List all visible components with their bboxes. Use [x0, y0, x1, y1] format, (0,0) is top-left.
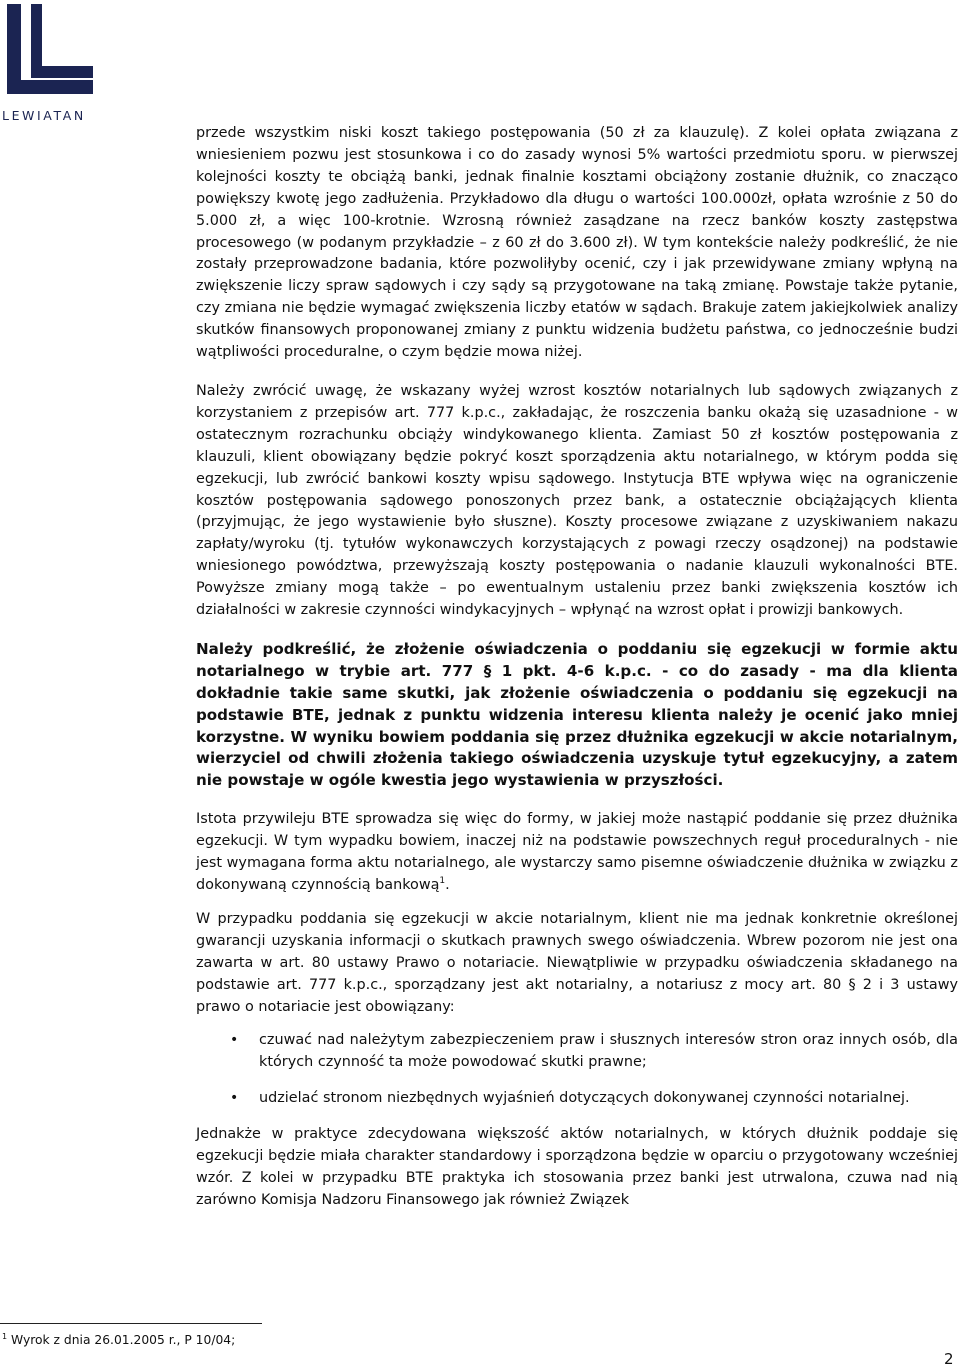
paragraph-bte-end: . [445, 877, 450, 893]
paragraph-costs: przede wszystkim niski koszt takiego postępowania (50 zł za klauzulę). Z kolei opłata związana z wniesieniem pozwu jest stosunkowa i co do zasady wynosi 5% wartości przedmiotu sporu. w pierwszej kolejności koszty te obciążą banki, jednak finalnie kosztami obciążony zostanie dłużnik, co znacząco powiększy kwotę jego zadłużenia. Przykładowo dla długu o wartości 100.000zł, opłata wzrośnie z 50 do 5.000 zł, a więc 100-krotnie. Wzrosną również zasądzane na rzecz banków koszty zastępstwa procesowego (w podanym przykładzie – z 60 zł do 3.600 zł). W tym kontekście należy podkreślić, że nie zostały przeprowadzone badania, które pozwoliłyby ocenić, czy i jak przewidywane zmiany wpłyną na zwiększenie liczy spraw sądowych i czy sądy są przygotowane na taką zmianę. Powstaje także pytanie, czy zmiana nie będzie wymagać zwiększenia liczby etatów w sądach. Brakuje zatem jakiejkolwiek analizy skutków finansowych proponowanej zmiany z punktu widzenia budżetu państwa, co jednocześnie budzi wątpliwości proceduralne, o czym będzie mowa niżej. [196, 125, 958, 361]
paragraph-bte-text: Istota przywileju BTE sprowadza się więc do formy, w jakiej może nastąpić poddanie się przez dłużnika egzekucji. W tym wypadku bowiem, inaczej niż na podstawie powszechnych reguł proceduralnych - nie jest wymagana forma aktu notarialnego, ale wystarczy samo pisemne oświadczenie dłużnika w związku z dokonywaną czynnością bankową [196, 811, 958, 893]
lewiatan-logo [0, 0, 100, 125]
bullet-icon: • [230, 1032, 239, 1049]
paragraph-notarial-costs: Należy zwrócić uwagę, że wskazany wyżej wzrost kosztów notarialnych lub sądowych związanych z korzystaniem z przepisów art. 777 k.p.c., zakładając, że roszczenia banku okażą się uzasadnione - w ostatecznym rozrachunku obciąży windykowanego klienta. Zamiast 50 zł kosztów postępowania z klauzuli, klient obowiązany będzie pokryć koszt sporządzenia aktu notarialnego, w którym podda się egzekucji, lub zwrócić bankowi koszty wpisu sądowego. Instytucja BTE wpływa więc na ograniczenie kosztów postępowania sądowego ponoszonych przez bank, a ostatecznie obciążających klienta (przyjmując, że jego wystawienie było słuszne). Koszty procesowe związane z uzyskiwaniem nakazu zapłaty/wyroku (tj. tytułów wykonawczych korzystających z powagi rzeczy osądzonej) na podstawie wniesionego powództwa, przewyższają koszty postępowania o nadanie klauzuli wykonalności BTE. Powyższe zmiany mogą także – po ewentualnym ustaleniu przez banki zwiększenia kosztów ich działalności w zakresie czynności windykacyjnych – wpłynąć na wzrost opłat i prowizji bankowych. [196, 382, 958, 619]
paragraph-bte-privilege [196, 809, 958, 897]
footnote [2, 1333, 235, 1347]
footnote-number: 1 [2, 1331, 8, 1341]
duties-list [196, 1030, 958, 1110]
list-item [196, 1030, 958, 1074]
paragraph-notary-duties: W przypadku poddania się egzekucji w akcie notarialnym, klient nie ma jednak konkretnie określonej gwarancji uzyskania informacji o skutkach prawnych swego oświadczenia. Wbrew pozorom nie jest ona zawarta w art. 80 ustawy Prawo o notariacie. Niewątpliwie w przypadku oświadczenia składanego na podstawie art. 777 k.p.c., sporządzany jest akt notarialny, a notariusz z mocy art. 80 § 2 i 3 ustawy prawo o notariacie jest obowiązany: [196, 910, 958, 1015]
logo-mark-icon [0, 0, 100, 110]
footnote-reference[interactable]: 1 [439, 876, 446, 887]
document-body [196, 123, 958, 1229]
footnote-text: Wyrok z dnia 26.01.2005 r., P 10/04; [7, 1333, 236, 1347]
logo-text: LEWIATAN [2, 108, 86, 123]
bullet-icon: • [230, 1090, 239, 1107]
list-item-text: czuwać nad należytym zabezpieczeniem praw i słusznych interesów stron oraz innych osób, dla których czynność ta może powodować skutki prawne; [259, 1032, 958, 1071]
list-item [196, 1088, 958, 1110]
footnote-divider [0, 1323, 262, 1324]
paragraph-emphasis: Należy podkreślić, że złożenie oświadczenia o poddaniu się egzekucji w formie aktu notarialnego w trybie art. 777 § 1 pkt. 4-6 k.p.c. - co do zasady - ma dla klienta dokładnie takie same skutki, jak złożenie oświadczenia o poddaniu się egzekucji na podstawie BTE, jednak z punktu widzenia interesu klienta należy je ocenić jako mniej korzystne. W wyniku bowiem poddania się przez dłużnika egzekucji w akcie notarialnym, wierzyciel od chwili złożenia takiego oświadczenia uzyskuje tytuł egzekucyjny, a zatem nie powstaje w ogóle kwestia jego wystawienia w przyszłości. [196, 639, 958, 790]
paragraph-practice: Jednakże w praktyce zdecydowana większość aktów notarialnych, w których dłużnik poddaje się egzekucji będzie miała charakter standardowy i sporządzona będzie w oparciu o przygotowany wcześniej wzór. Z kolei w przypadku BTE praktyka ich stosowania przez banki jest utrwalona, czuwa nad nią zarówno Komisja Nadzoru Finansowego jak również Związek [196, 1126, 958, 1208]
page-number: 2 [944, 1350, 954, 1368]
list-item-text: udzielać stronom niezbędnych wyjaśnień dotyczących dokonywanej czynności notarialnej. [259, 1090, 910, 1107]
